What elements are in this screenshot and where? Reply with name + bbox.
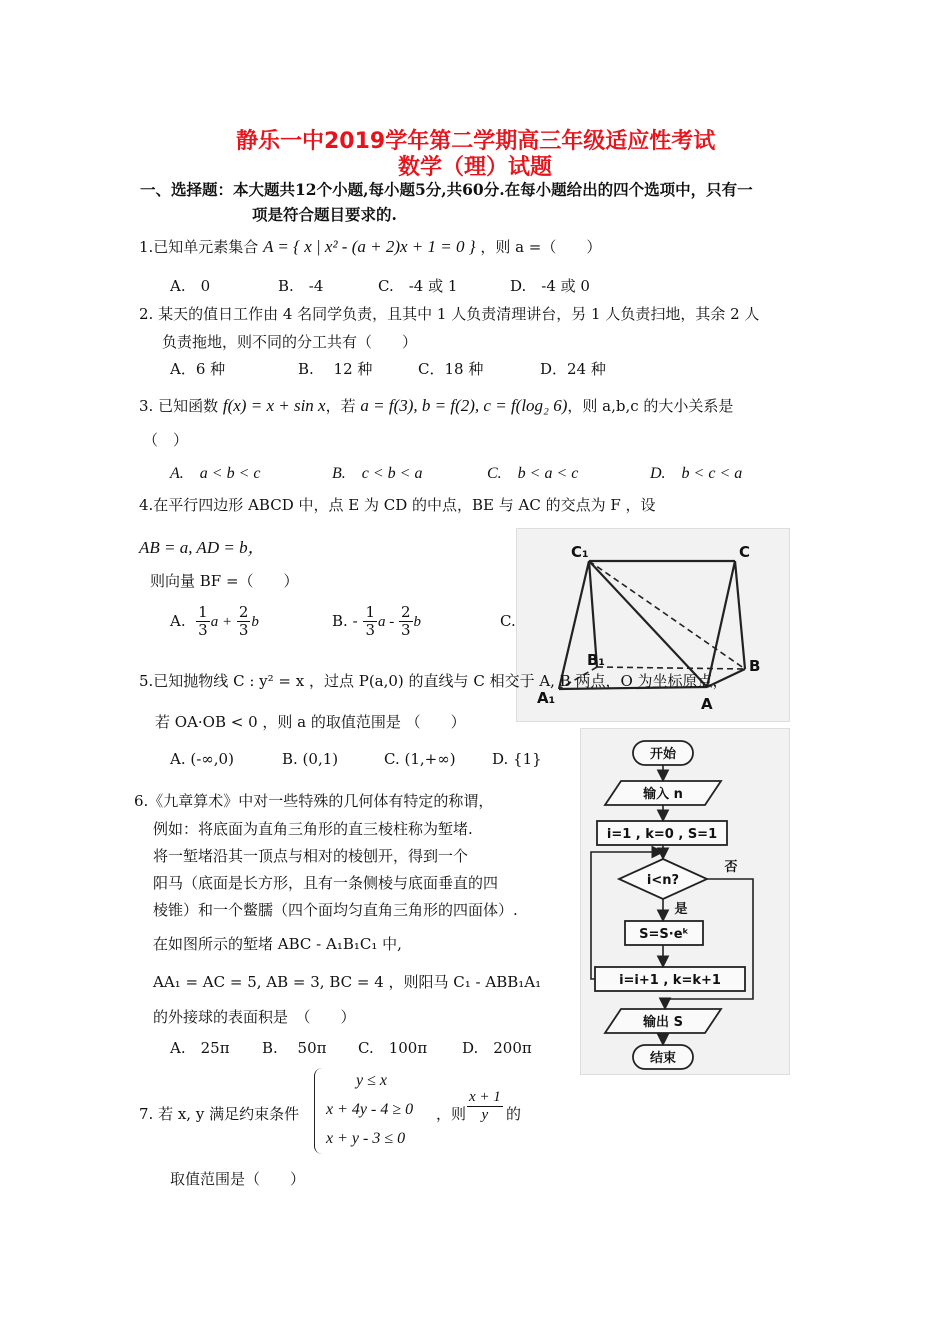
q1-option-a: A. 0 xyxy=(170,277,211,295)
section-heading-cont: 项是符合题目要求的. xyxy=(252,205,397,224)
flow-condition: i<n? xyxy=(646,873,680,888)
q1-option-d: D. -4 或 0 xyxy=(510,277,590,295)
flow-no: 否 xyxy=(724,860,738,875)
q6-option-d: D. 200π xyxy=(462,1039,532,1057)
question-6-line4: 阳马（底面是长方形，且有一条侧棱与底面垂直的四 xyxy=(153,874,499,892)
question-6-line8: 的外接球的表面积是 （ ） xyxy=(153,1008,356,1026)
question-5: 5.已知抛物线 C : y² = x ，过点 P(a,0) 的直线与 C 相交于 A, B 两点，O 为坐标原点， xyxy=(139,672,728,690)
q4-option-a: A. $\frac{1}{3}$ a + $\frac{2}{3}$ b xyxy=(170,603,259,640)
question-2-cont: 负责拖地，则不同的分工共有（ ） xyxy=(162,333,418,351)
q7-fraction: $\frac{x + 1}{y}$ xyxy=(469,1089,501,1124)
constraint-1: y ≤ x xyxy=(356,1072,387,1089)
q2-option-c: C．18 种 xyxy=(418,360,484,378)
q5-option-c: C. (1,+∞) xyxy=(384,750,456,768)
q4-option-b: B. - $\frac{1}{3}$ a - $\frac{2}{3}$ b xyxy=(332,603,422,640)
constraint-2: x + 4y - 4 ≥ 0 xyxy=(326,1101,414,1118)
label-c: C xyxy=(739,543,751,561)
exam-title: 静乐一中2019学年第二学期高三年级适应性考试 xyxy=(236,129,716,154)
constraint-brace xyxy=(314,1068,325,1154)
q3-option-a: A. a < b < c xyxy=(170,465,261,482)
question-7-cont: 取值范围是（ ） xyxy=(170,1170,306,1188)
question-2: 2. 某天的值日工作由 4 名同学负责，且其中 1 人负责清理讲台，另 1 人负责扫地，其余 2 人 xyxy=(139,305,760,323)
q2-option-a: A．6 种 xyxy=(170,360,226,378)
question-6-line6: 在如图所示的堑堵 ABC - A₁B₁C₁ 中, xyxy=(153,935,402,953)
label-b: B xyxy=(749,657,761,675)
question-6-line7: AA₁ = AC = 5, AB = 3, BC = 4 ，则阳马 C₁ - ABB₁A₁ xyxy=(153,973,542,991)
q4-option-c: C. xyxy=(500,604,594,640)
q5-option-b: B. (0,1) xyxy=(282,750,339,768)
q3-option-b: B. c < b < a xyxy=(332,465,423,482)
label-b1: B₁ xyxy=(587,651,606,669)
q3-option-c: C. b < a < c xyxy=(487,465,579,482)
question-1: 1.已知单元素集合 A = { x | x² - (a + 2)x + 1 = 0 } ，则 a =（ ） xyxy=(139,237,602,256)
flow-output: 输出 S xyxy=(643,1015,683,1030)
question-7: 7. 若 x, y 满足约束条件 xyxy=(139,1105,300,1123)
question-6: 6.《九章算术》中对一些特殊的几何体有特定的称谓， xyxy=(134,792,494,810)
flow-init: i=1 , k=0 , S=1 xyxy=(606,827,718,842)
section-heading: 一、选择题：本大题共12个小题,每小题5分,共60分.在每小题给出的四个选项中，只有一 xyxy=(140,180,753,199)
question-3-cont: （ ） xyxy=(143,431,189,449)
q6-option-a: A. 25π xyxy=(170,1039,230,1057)
flow-end: 结束 xyxy=(649,1051,677,1066)
q2-option-b: B. 12 种 xyxy=(298,360,373,378)
prism-figure xyxy=(516,528,790,722)
q2-option-d: D．24 种 xyxy=(540,360,606,378)
question-4-vectors: AB = a, AD = b， xyxy=(139,538,265,557)
question-3: 3. 已知函数 f(x) = x + sin x，若 a = f(3), b = f(2), c = f(log₂ 6)，则 a,b,c 的大小关系是 xyxy=(139,396,734,415)
q7-then: ，则 xyxy=(436,1105,467,1123)
question-6-line5: 棱锥）和一个鳖臑（四个面均匀直角三角形的四面体）. xyxy=(153,901,518,919)
exam-subtitle: 数学（理）试题 xyxy=(398,155,553,180)
flowchart-diagram xyxy=(581,729,789,1074)
q5-option-d: D. {1} xyxy=(492,750,542,768)
q1-option-b: B. -4 xyxy=(278,277,324,295)
label-c1: C₁ xyxy=(571,543,589,561)
q5-option-a: A. (-∞,0) xyxy=(170,750,234,768)
label-a: A xyxy=(701,695,713,713)
q6-option-c: C. 100π xyxy=(358,1039,428,1057)
label-a1: A₁ xyxy=(537,689,556,707)
flow-yes: 是 xyxy=(674,902,688,917)
question-6-line2: 例如：将底面为直角三角形的直三棱柱称为堑堵. xyxy=(153,820,473,838)
flow-input: 输入 n xyxy=(643,787,683,802)
question-6-line3: 将一堑堵沿其一顶点与相对的棱刨开，得到一个 xyxy=(153,847,469,865)
flow-start: 开始 xyxy=(649,747,677,762)
q3-option-d: D. b < c < a xyxy=(650,465,743,482)
question-5-cont: 若 OA·OB < 0 ，则 a 的取值范围是 （ ） xyxy=(155,713,466,731)
q7-suffix: 的 xyxy=(506,1105,522,1123)
flow-update: i=i+1 , k=k+1 xyxy=(619,973,721,988)
question-4: 4.在平行四边形 ABCD 中，点 E 为 CD 的中点，BE 与 AC 的交点为 F ，设 xyxy=(139,496,656,514)
q6-option-b: B. 50π xyxy=(262,1039,327,1057)
q1-option-c: C. -4 或 1 xyxy=(378,277,458,295)
constraint-3: x + y - 3 ≤ 0 xyxy=(326,1130,406,1147)
question-4-cont: 则向量 BF =（ ） xyxy=(150,572,299,590)
prism-diagram xyxy=(517,529,789,721)
flow-body: S=S·eᵏ xyxy=(639,927,689,942)
flowchart-figure xyxy=(580,728,790,1075)
